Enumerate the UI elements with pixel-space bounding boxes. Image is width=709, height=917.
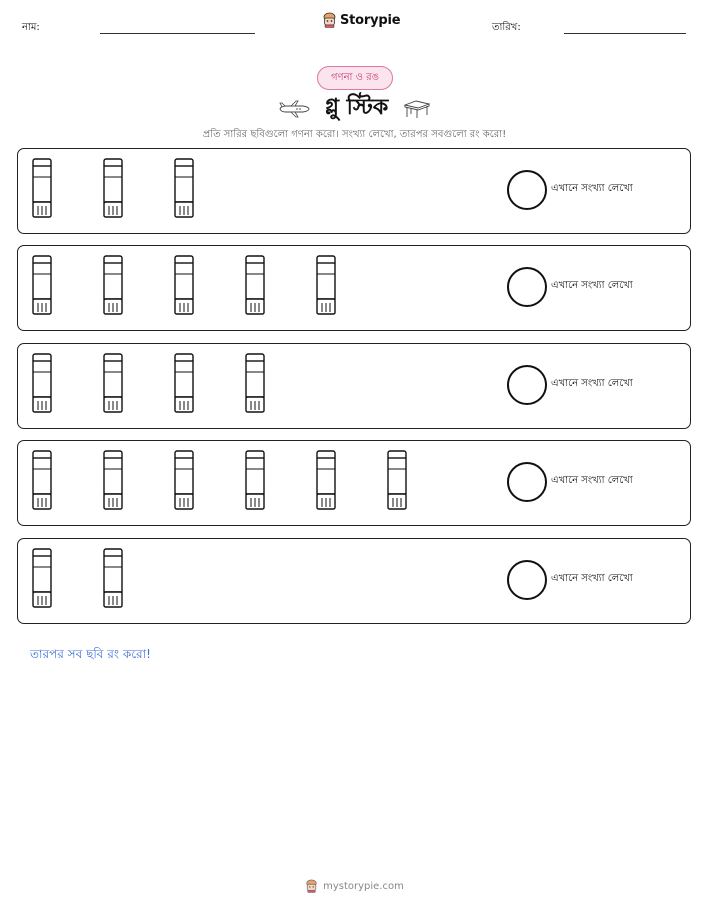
answer-circle[interactable]	[507, 462, 547, 502]
table-icon	[402, 99, 432, 119]
answer-label: এখানে সংখ্যা লেখো	[551, 378, 633, 389]
answer-circle[interactable]	[507, 365, 547, 405]
answer-label: এখানে সংখ্যা লেখো	[551, 280, 633, 291]
counting-row	[17, 538, 691, 624]
glue-stick-icon	[315, 450, 337, 514]
glue-stick-icon	[31, 158, 53, 222]
counting-row	[17, 245, 691, 331]
glue-stick-icon	[173, 255, 195, 319]
storypie-mascot-icon	[305, 879, 318, 893]
glue-stick-icon	[173, 450, 195, 514]
answer-circle[interactable]	[507, 560, 547, 600]
brand-logo	[322, 12, 400, 28]
glue-stick-icon	[31, 450, 53, 514]
counting-row	[17, 440, 691, 526]
glue-stick-icon	[315, 255, 337, 319]
airplane-icon	[277, 100, 311, 118]
answer-label: এখানে সংখ্যা লেখো	[551, 183, 633, 194]
answer-circle[interactable]	[507, 267, 547, 307]
answer-label: এখানে সংখ্যা লেখো	[551, 573, 633, 584]
instruction-text: প্রতি সারির ছবিগুলো গণনা করো। সংখ্যা লেখো, তারপর সবগুলো রং করো!	[202, 129, 507, 140]
glue-stick-icon	[102, 450, 124, 514]
answer-label: এখানে সংখ্যা লেখো	[551, 475, 633, 486]
color-instruction: তারপর সব ছবি রং করো!	[30, 647, 151, 661]
glue-stick-icon	[102, 548, 124, 612]
name-label: নাম:	[22, 22, 40, 33]
date-line[interactable]	[564, 33, 686, 34]
counting-row	[17, 343, 691, 429]
date-label: তারিখ:	[492, 22, 521, 33]
glue-stick-icon	[244, 450, 266, 514]
glue-stick-icon	[244, 255, 266, 319]
brand-name: Storypie	[340, 12, 401, 28]
glue-stick-icon	[31, 548, 53, 612]
footer-url: mystorypie.com	[323, 880, 404, 892]
name-line[interactable]	[100, 33, 255, 34]
worksheet-title: গ্লু স্টিক	[324, 95, 389, 120]
glue-stick-icon	[244, 353, 266, 417]
category-badge: গণনা ও রঙ	[317, 66, 393, 90]
glue-stick-icon	[173, 353, 195, 417]
footer	[0, 879, 709, 893]
glue-stick-icon	[102, 158, 124, 222]
storypie-mascot-icon	[322, 12, 337, 28]
counting-row	[17, 148, 691, 234]
glue-stick-icon	[31, 255, 53, 319]
glue-stick-icon	[102, 255, 124, 319]
glue-stick-icon	[386, 450, 408, 514]
answer-circle[interactable]	[507, 170, 547, 210]
glue-stick-icon	[102, 353, 124, 417]
glue-stick-icon	[173, 158, 195, 222]
title-area	[0, 90, 709, 127]
glue-stick-icon	[31, 353, 53, 417]
